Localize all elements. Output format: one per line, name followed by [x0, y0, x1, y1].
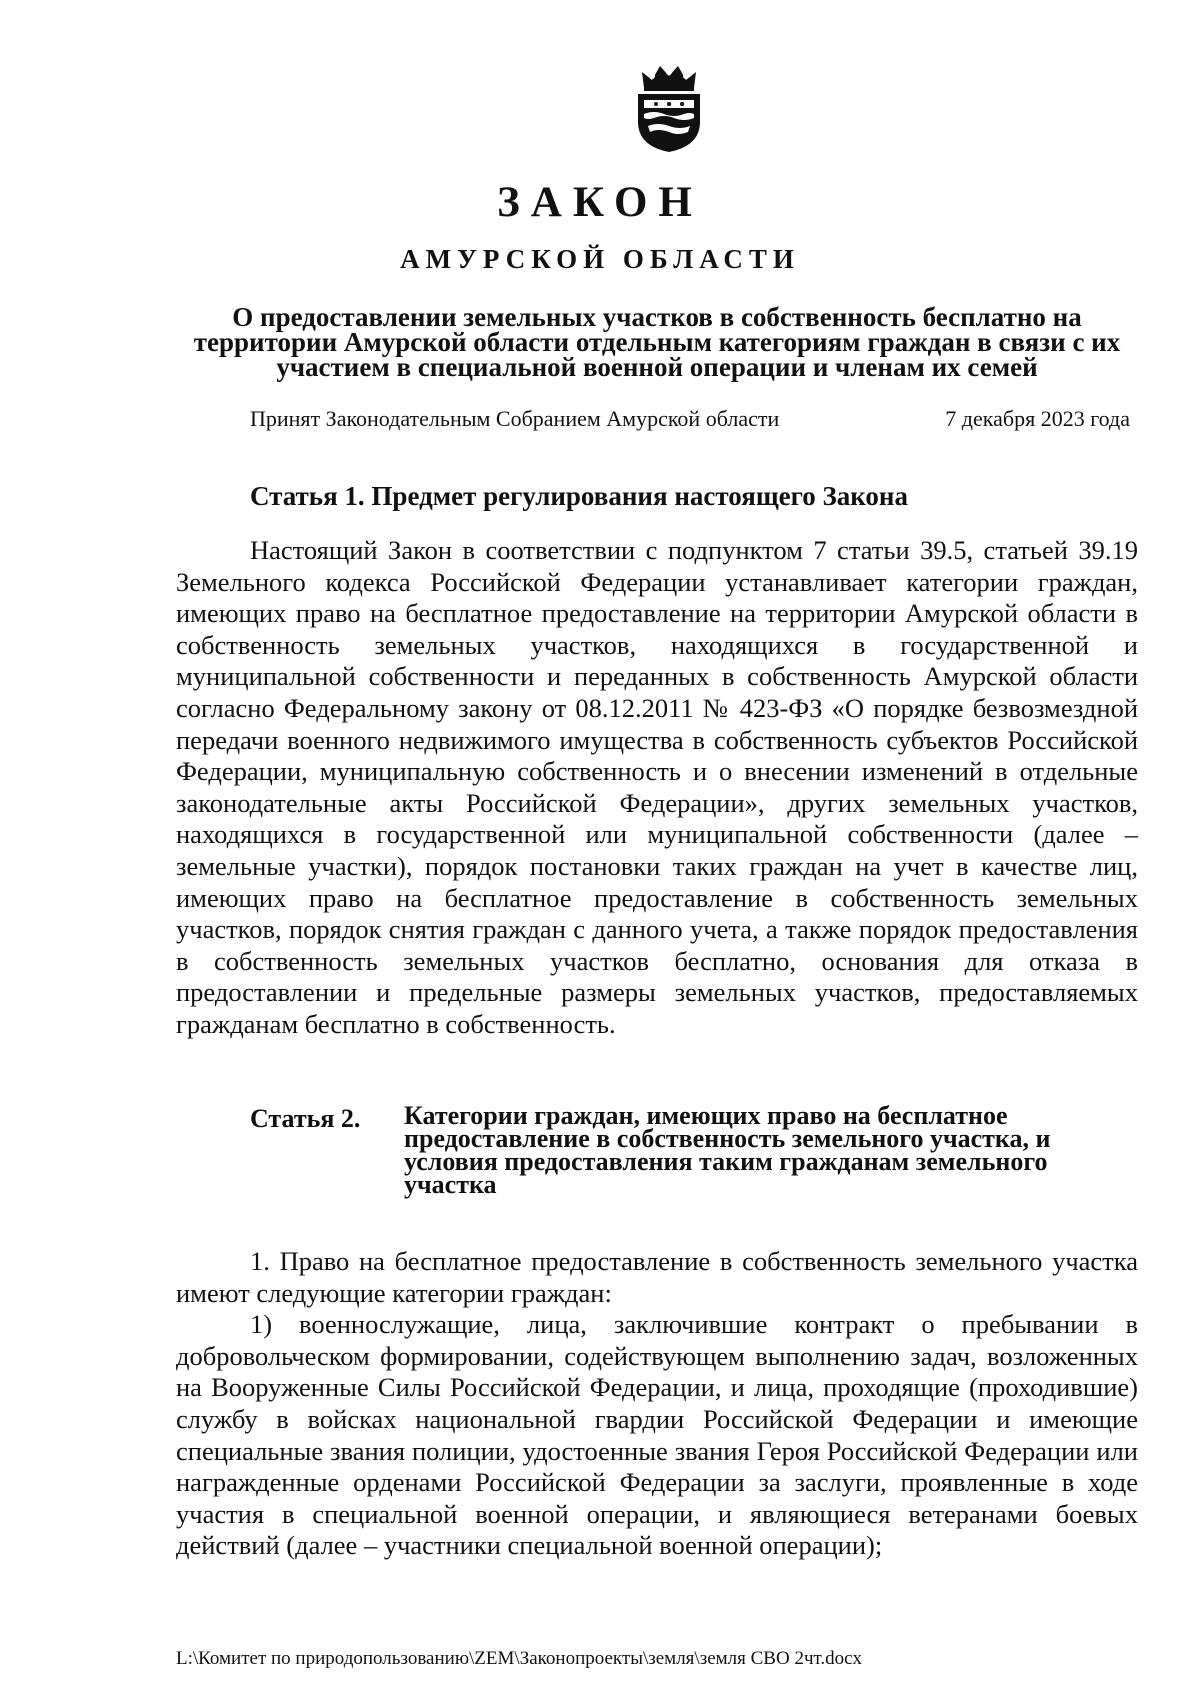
adoption-line	[250, 406, 1130, 434]
article-2-subitem-1: 1) военнослужащие, лица, заключившие контракт о пребывании в добровольческом формировании, содействующем выполнению задач, возложенных на Вооруженные Силы Российской Федерации, и лица, проходящие (проходившие) службу в войсках национальной гвардии Российской Федерации и имеющие специальные звания полиции, удостоенные звания Героя Российской Федерации или награжденные орденами Российской Федерации за заслуги, проявленные в ходе участия в специальной военной операции, и являющиеся ветеранами боевых действий (далее – участники специальной военной операции);	[176, 1309, 1138, 1561]
article-2-title: Категории граждан, имеющих право на бесплатное предоставление в собственность земельного участка, и условия предоставления таким гражданам земельного участка	[404, 1101, 1051, 1199]
coat-of-arms-emblem	[630, 62, 708, 154]
article-2-body	[176, 1246, 1138, 1562]
adopted-by: Принят Законодательным Собранием Амурской области	[250, 406, 780, 431]
file-path-footer: L:\Комитет по природопользованию\ZEM\Законопроекты\земля\земля СВО 2чт.docx	[176, 1648, 863, 1669]
law-heading: О предоставлении земельных участков в собственность бесплатно на территории Амурской области отдельным категориям граждан в связи с их участием в специальной военной операции и членам их семей	[193, 302, 1121, 382]
document-title: ЗАКОН	[497, 179, 703, 226]
article-1-heading: Статья 1. Предмет регулирования настоящего Закона	[250, 481, 908, 511]
article-1-text: Настоящий Закон в соответствии с подпунктом 7 статьи 39.5, статьей 39.19 Земельного кодекса Российской Федерации устанавливает категории граждан, имеющих право на бесплатное предоставление на территории Амурской области в собственность земельных участков, находящихся в государственной и муниципальной собственности и переданных в собственность Амурской области согласно Федеральному закону от 08.12.2011 № 423-ФЗ «О порядке безвозмездной передачи военного недвижимого имущества в собственность субъектов Российской Федерации, муниципальную собственность и о внесении изменений в отдельные законодательные акты Российской Федерации», других земельных участков, находящихся в государственной или муниципальной собственности (далее – земельные участки), порядок постановки таких граждан на учет в качестве лиц, имеющих право на бесплатное предоставление в собственность земельных участков, порядок снятия граждан с данного учета, а также порядок предоставления в собственность земельных участков бесплатно, основания для отказа в предоставлении и предельные размеры земельных участков, предоставляемых гражданам бесплатно в собственность.	[176, 535, 1138, 1039]
adopted-date: 7 декабря 2023 года	[945, 406, 1130, 431]
article-2-item-1: 1. Право на бесплатное предоставление в собственность земельного участка имеют следующие категории граждан:	[176, 1246, 1138, 1308]
crown-shield-icon	[630, 62, 708, 154]
article-2-number: Статья 2.	[250, 1104, 361, 1133]
document-subtitle: АМУРСКОЙ ОБЛАСТИ	[400, 244, 800, 274]
